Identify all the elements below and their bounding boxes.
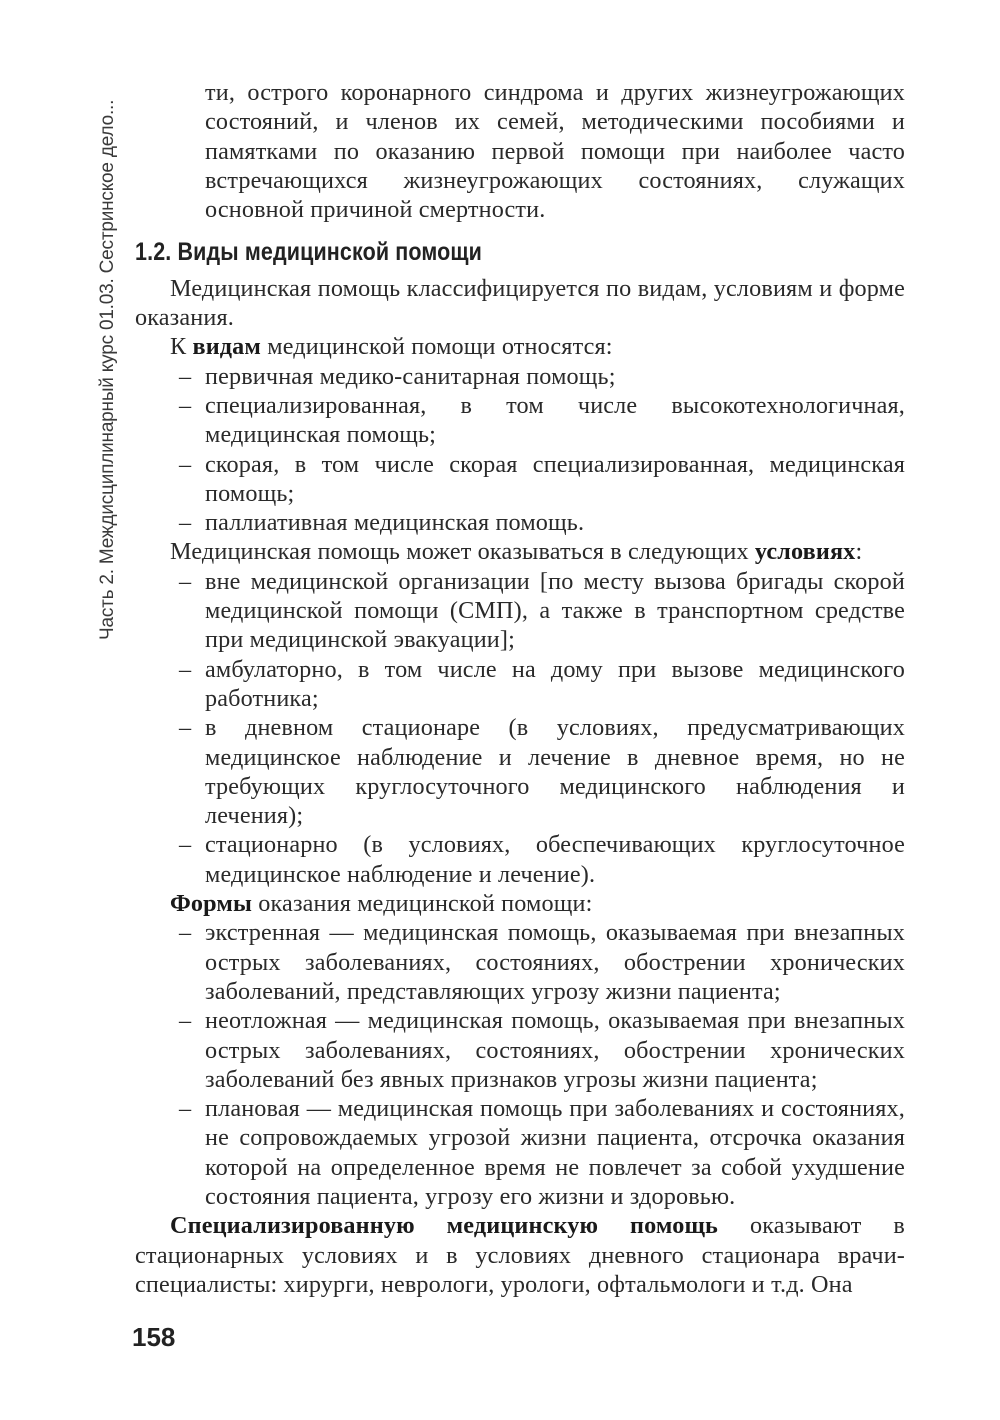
- dash-marker: –: [179, 509, 192, 537]
- dash-marker: –: [179, 362, 192, 390]
- page-content: [135, 78, 905, 1299]
- list-item: – стационарно (в условиях, обеспечивающих круглосуточное медицинское наблюдение и лечение).: [179, 831, 905, 888]
- section-heading: 1.2. Виды медицинской помощи: [135, 238, 483, 267]
- list-item: – экстренная — медицинская помощь, оказываемая при внезапных острых заболеваниях, состояниях, обострении хронических заболеваний, представляющих угрозу жизни пациента;: [179, 919, 905, 1005]
- dash-marker: –: [179, 714, 192, 742]
- page-number: 158: [132, 1322, 176, 1352]
- dash-marker: –: [179, 391, 192, 419]
- list-item: – в дневном стационаре (в условиях, предусматривающих медицинское наблюдение и лечение в дневное время, но не требующих круглосуточного медицинского наблюдения и лечения);: [179, 714, 905, 830]
- dash-marker: –: [179, 655, 192, 683]
- intro-paragraph: ти, острого коронарного синдрома и других жизнеугрожающих состояний, и членов их семей, методическими пособиями и памятками по оказанию первой помощи при наиболее часто встречающихся жизнеугрожающих состояниях, служащих основной причиной смертности.: [205, 79, 905, 224]
- list-item: – амбулаторно, в том числе на дому при вызове медицинского работника;: [179, 655, 905, 712]
- list-item: – специализированная, в том числе высокотехнологичная, медицинская помощь;: [179, 391, 905, 449]
- classification-paragraph: Медицинская помощь классифицируется по видам, условиям и форме оказания.: [135, 274, 905, 332]
- conditions-list: [135, 567, 905, 889]
- list-item: – скорая, в том числе скорая специализированная, медицинская помощь;: [179, 450, 905, 507]
- dash-marker: –: [179, 831, 192, 859]
- types-list: [135, 362, 905, 538]
- closing-paragraph: Специализированную медицинскую помощь оказывают в стационарных условиях и в условиях дневного стационара врачи-специалисты: хирурги, неврологи, урологи, офтальмологи и т.д. Она: [135, 1212, 905, 1298]
- list-item: – неотложная — медицинская помощь, оказываемая при внезапных острых заболеваниях, состояниях, обострении хронических заболеваний без явных признаков угрозы жизни пациента;: [179, 1007, 905, 1093]
- list-item: – первичная медико-санитарная помощь;: [179, 362, 616, 390]
- dash-marker: –: [179, 1007, 192, 1035]
- forms-intro: Формы оказания медицинской помощи:: [170, 890, 593, 918]
- dash-marker: –: [179, 567, 192, 595]
- list-item: – вне медицинской организации [по месту вызова бригады скорой медицинской помощи (СМП), а также в транспортном средстве при медицинской эвакуации];: [179, 567, 905, 654]
- dash-marker: –: [179, 450, 192, 478]
- list-item: – плановая — медицинская помощь при заболеваниях и состояниях, не сопровождаемых угрозой жизни пациента, отсрочка оказания которой на определенное время не повлечет за собой ухудшение состояния пациента, угрозу его жизни и здоровью.: [179, 1095, 905, 1210]
- dash-marker: –: [179, 1095, 192, 1123]
- dash-marker: –: [179, 919, 192, 947]
- running-header: Часть 2. Междисциплинарный курс 01.03. Сестринское дело...: [97, 99, 118, 640]
- conditions-intro: Медицинская помощь может оказываться в следующих условиях:: [170, 538, 863, 566]
- types-intro: К видам медицинской помощи относятся:: [170, 333, 613, 361]
- forms-list: [135, 918, 905, 1211]
- list-item: – паллиативная медицинская помощь.: [179, 509, 585, 537]
